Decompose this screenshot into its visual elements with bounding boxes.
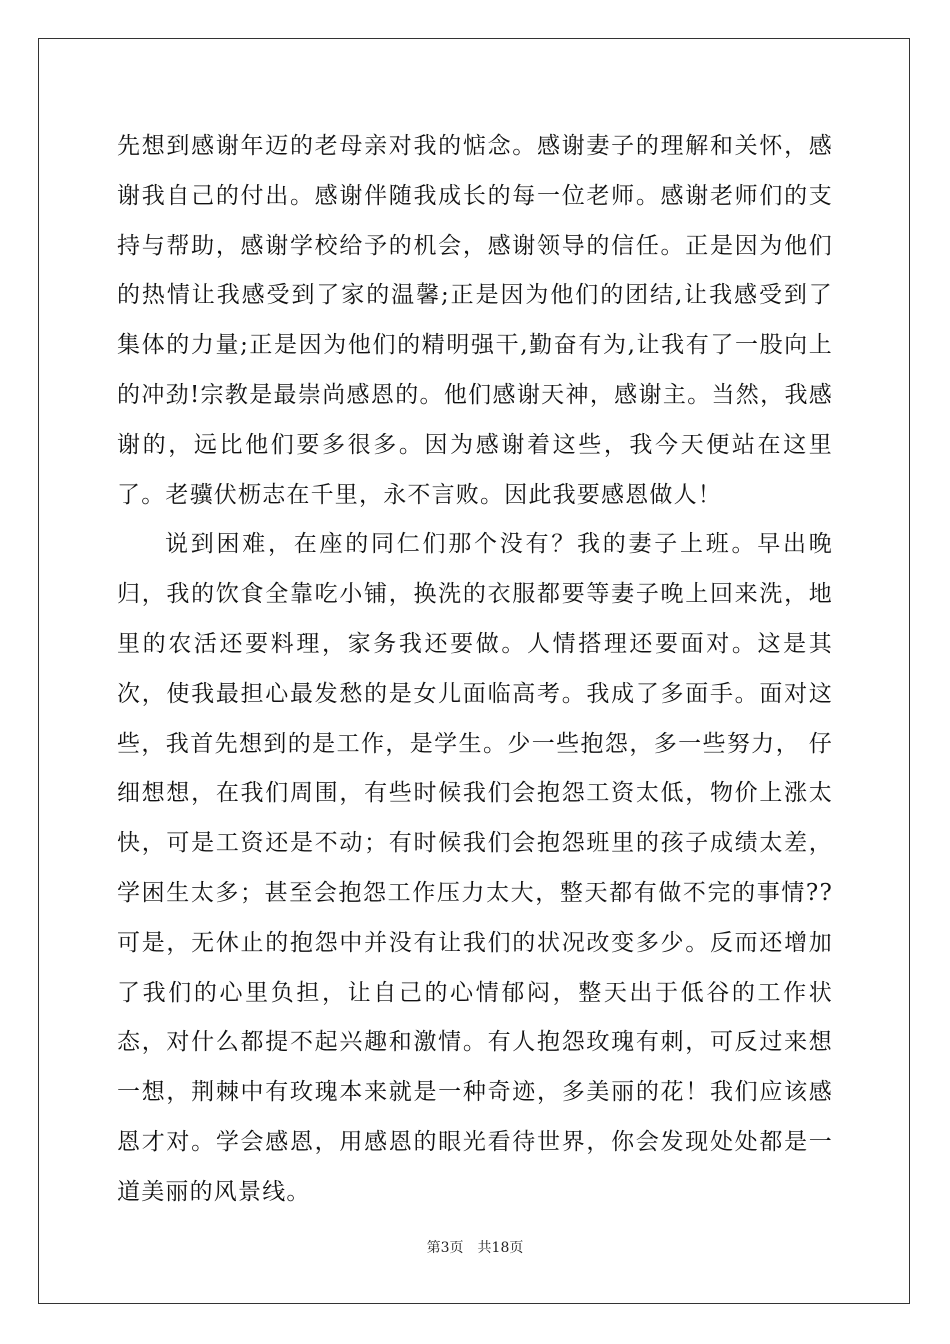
page-footer xyxy=(0,1238,950,1258)
paragraph-2: 说到困难，在座的同仁们那个没有？我的妻子上班。早出晚归，我的饮食全靠吃小铺，换洗的衣服都要等妻子晚上回来洗，地里的农活还要料理，家务我还要做。人情搭理还要面对。这是其次，使我最担心最发愁的是女儿面临高考。我成了多面手。面对这些，我首先想到的是工作，是学生。少一些抱怨，多一些努力， 仔细想想，在我们周围，有些时候我们会抱怨工资太低，物价上涨太快，可是工资还是不动；有时候我们会抱怨班里的孩子成绩太差，学困生太多；甚至会抱怨工作压力太大，整天都有做不完的事情??可是，无休止的抱怨中并没有让我们的状况改变多少。反而还增加了我们的心里负担，让自己的心情郁闷，整天出于低谷的工作状态，对什么都提不起兴趣和激情。有人抱怨玫瑰有刺，可反过来想一想，荆棘中有玫瑰本来就是一种奇迹，多美丽的花！我们应该感恩才对。学会感恩，用感恩的眼光看待世界，你会发现处处都是一道美丽的风景线。 xyxy=(117,531,833,1205)
paragraph-1: 先想到感谢年迈的老母亲对我的惦念。感谢妻子的理解和关怀，感谢我自己的付出。感谢伴随我成长的每一位老师。感谢老师们的支持与帮助，感谢学校给予的机会，感谢领导的信任。正是因为他们的热情让我感受到了家的温馨;正是因为他们的团结,让我感受到了集体的力量;正是因为他们的精明强干,勤奋有为,让我有了一股向上的冲劲!宗教是最崇尚感恩的。他们感谢天神，感谢主。当然，我感谢的，远比他们要多很多。因为感谢着这些，我今天便站在这里了。老骥伏枥志在千里，永不言败。因此我要感恩做人！ xyxy=(117,133,833,508)
page-total: 共18页 xyxy=(477,1240,524,1256)
page-number: 第3页 xyxy=(426,1240,464,1256)
document-body xyxy=(117,122,833,1218)
